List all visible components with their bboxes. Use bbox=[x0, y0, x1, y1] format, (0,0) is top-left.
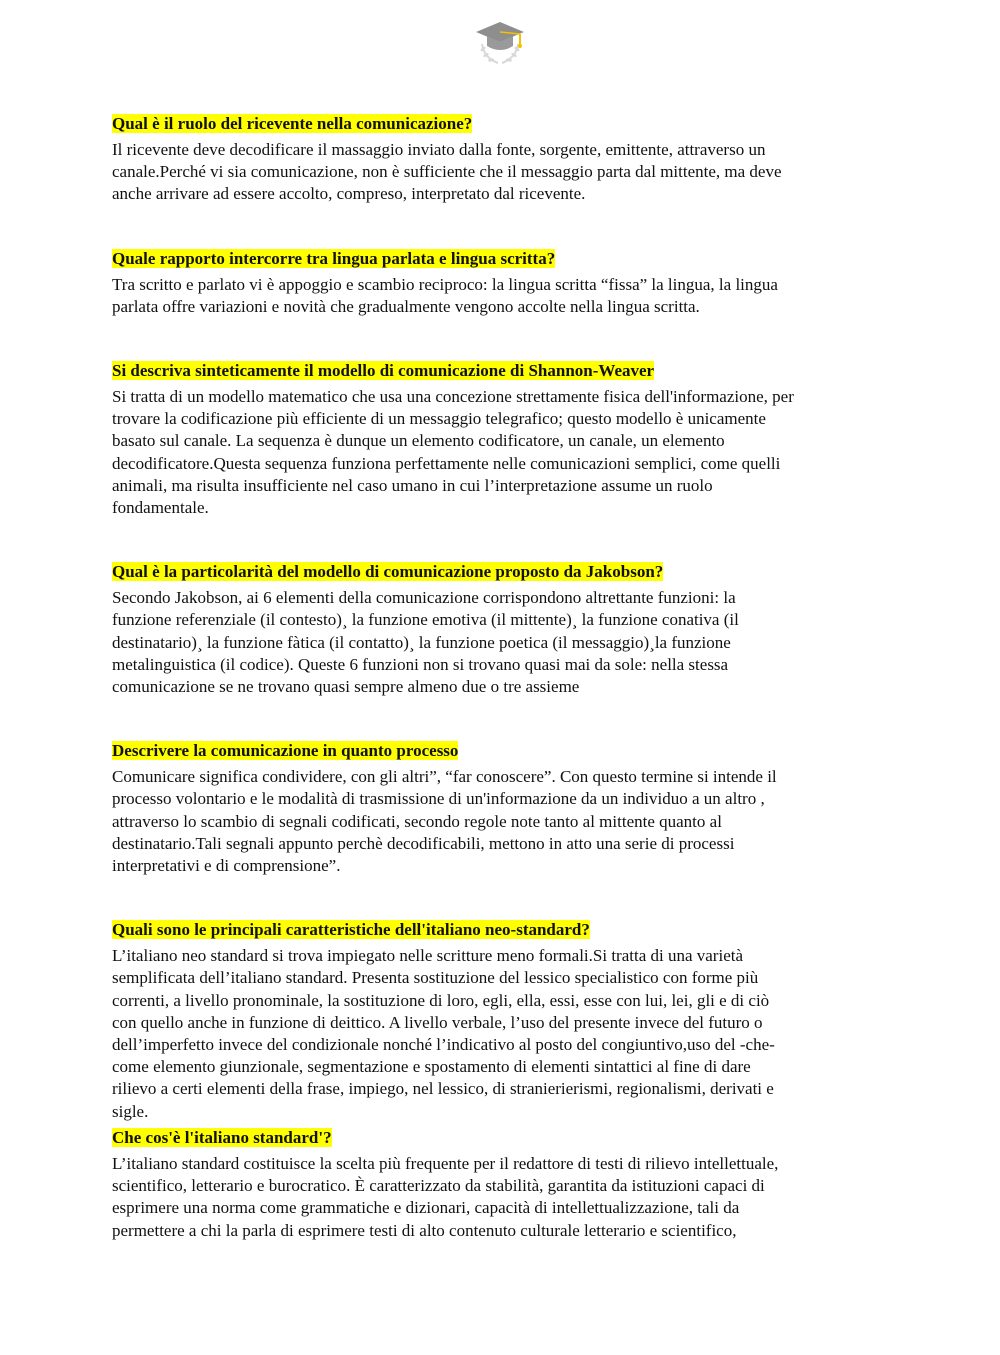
qa-section bbox=[112, 248, 892, 318]
question-heading: Qual è il ruolo del ricevente nella comunicazione? bbox=[112, 114, 473, 133]
qa-section bbox=[112, 919, 892, 1123]
qa-section bbox=[112, 740, 892, 877]
question-heading: Descrivere la comunicazione in quanto processo bbox=[112, 741, 459, 761]
document-body bbox=[112, 113, 892, 1284]
answer-paragraph: Si tratta di un modello matematico che usa una concezione strettamente fisica dell'informazione, per trovare la codificazione più efficiente di un messaggio telegrafico; questo modello è unicamente basato sul canale. La sequenza è dunque un elemento codificatore, un canale, un elemento decodificatore.Questa sequenza funziona perfettamente nelle comunicazioni semplici, come quelli animali, ma risulta insufficiente nel caso umano in cui l’interpretazione assume un ruolo fondamentale. bbox=[112, 387, 794, 518]
answer-paragraph: Secondo Jakobson, ai 6 elementi della comunicazione corrispondono altrettante funzioni: la funzione referenziale (il contesto)¸ la funzione emotiva (il mittente)¸ la funzione conativa (il destinatario)¸ la funzione fàtica (il contatto)¸ la funzione poetica (il messaggio)¸la funzione metalinguistica (il codice). Queste 6 funzioni non si trovano quasi mai da sole: nella stessa comunicazione se ne trovano quasi sempre almeno due o tre assieme bbox=[112, 588, 739, 697]
qa-section bbox=[112, 561, 892, 698]
answer-paragraph: Tra scritto e parlato vi è appoggio e scambio reciproco: la lingua scritta “fissa” la lingua, la lingua parlata offre variazioni e novità che gradualmente vengono accolte nella lingua scritta. bbox=[112, 274, 778, 316]
question-heading: Quali sono le principali caratteristiche dell'italiano neo-standard? bbox=[112, 920, 590, 940]
qa-section bbox=[112, 1127, 892, 1242]
page-header bbox=[0, 18, 1000, 66]
question-heading: Che cos'è l'italiano standard'? bbox=[112, 1127, 332, 1147]
question-heading: Si descriva sinteticamente il modello di comunicazione di Shannon-Weaver bbox=[112, 361, 655, 381]
question-heading: Quale rapporto intercorre tra lingua parlata e lingua scritta? bbox=[112, 248, 556, 268]
qa-section bbox=[112, 360, 892, 519]
qa-section bbox=[112, 113, 892, 206]
graduation-cap-icon bbox=[470, 18, 530, 66]
answer-paragraph: L’italiano standard costituisce la scelta più frequente per il redattore di testi di rilievo intellettuale, scientifico, letterario e burocratico. È caratterizzato da stabilità, garantita da istituzioni capaci di esprimere una norma come grammatiche e dizionari, capacità di intellettualizzazione, tali da permettere a chi la parla di esprimere testi di alto contenuto culturale letterario e scientifico, bbox=[112, 1153, 779, 1240]
answer-paragraph: Comunicare significa condividere, con gli altri”, “far conoscere”. Con questo termine si intende il processo volontario e le modalità di trasmissione di un'informazione da un individuo a un altro , attraverso lo scambio di segnali codificati, secondo regole note tanto al mittente quanto al destinatario.Tali segnali appunto perchè decodificabili, mettono in atto una serie di processi interpretativi e di comprensione”. bbox=[112, 767, 777, 876]
answer-paragraph: Il ricevente deve decodificare il massaggio inviato dalla fonte, sorgente, emittente, attraverso un canale.Perché vi sia comunicazione, non è sufficiente che il messaggio parta dal mittente, ma deve anche arrivare ad essere accolto, compreso, interpretato dal ricevente. bbox=[112, 140, 782, 204]
answer-paragraph: L’italiano neo standard si trova impiegato nelle scritture meno formali.Si tratta di una varietà semplificata dell’italiano standard. Presenta sostituzione del lessico specialistico con forme più correnti, a livello pronominale, la sostituzione di loro, egli, ella, essi, esse con lui, lei, gli e di ciò con quello anche in funzione di deittico. A livello verbale, l’uso del presente invece del futuro o dell’imperfetto invece del condizionale nonché l’indicativo al posto del congiuntivo,uso del -che- come elemento giunzionale, segmentazione e spostamento di elementi sintattici al fine di dare rilievo a certi elementi della frase, impiego, nel lessico, di stranierierismi, regionalismi, derivati e sigle. bbox=[112, 946, 775, 1121]
question-heading: Qual è la particolarità del modello di comunicazione proposto da Jakobson? bbox=[112, 562, 664, 582]
